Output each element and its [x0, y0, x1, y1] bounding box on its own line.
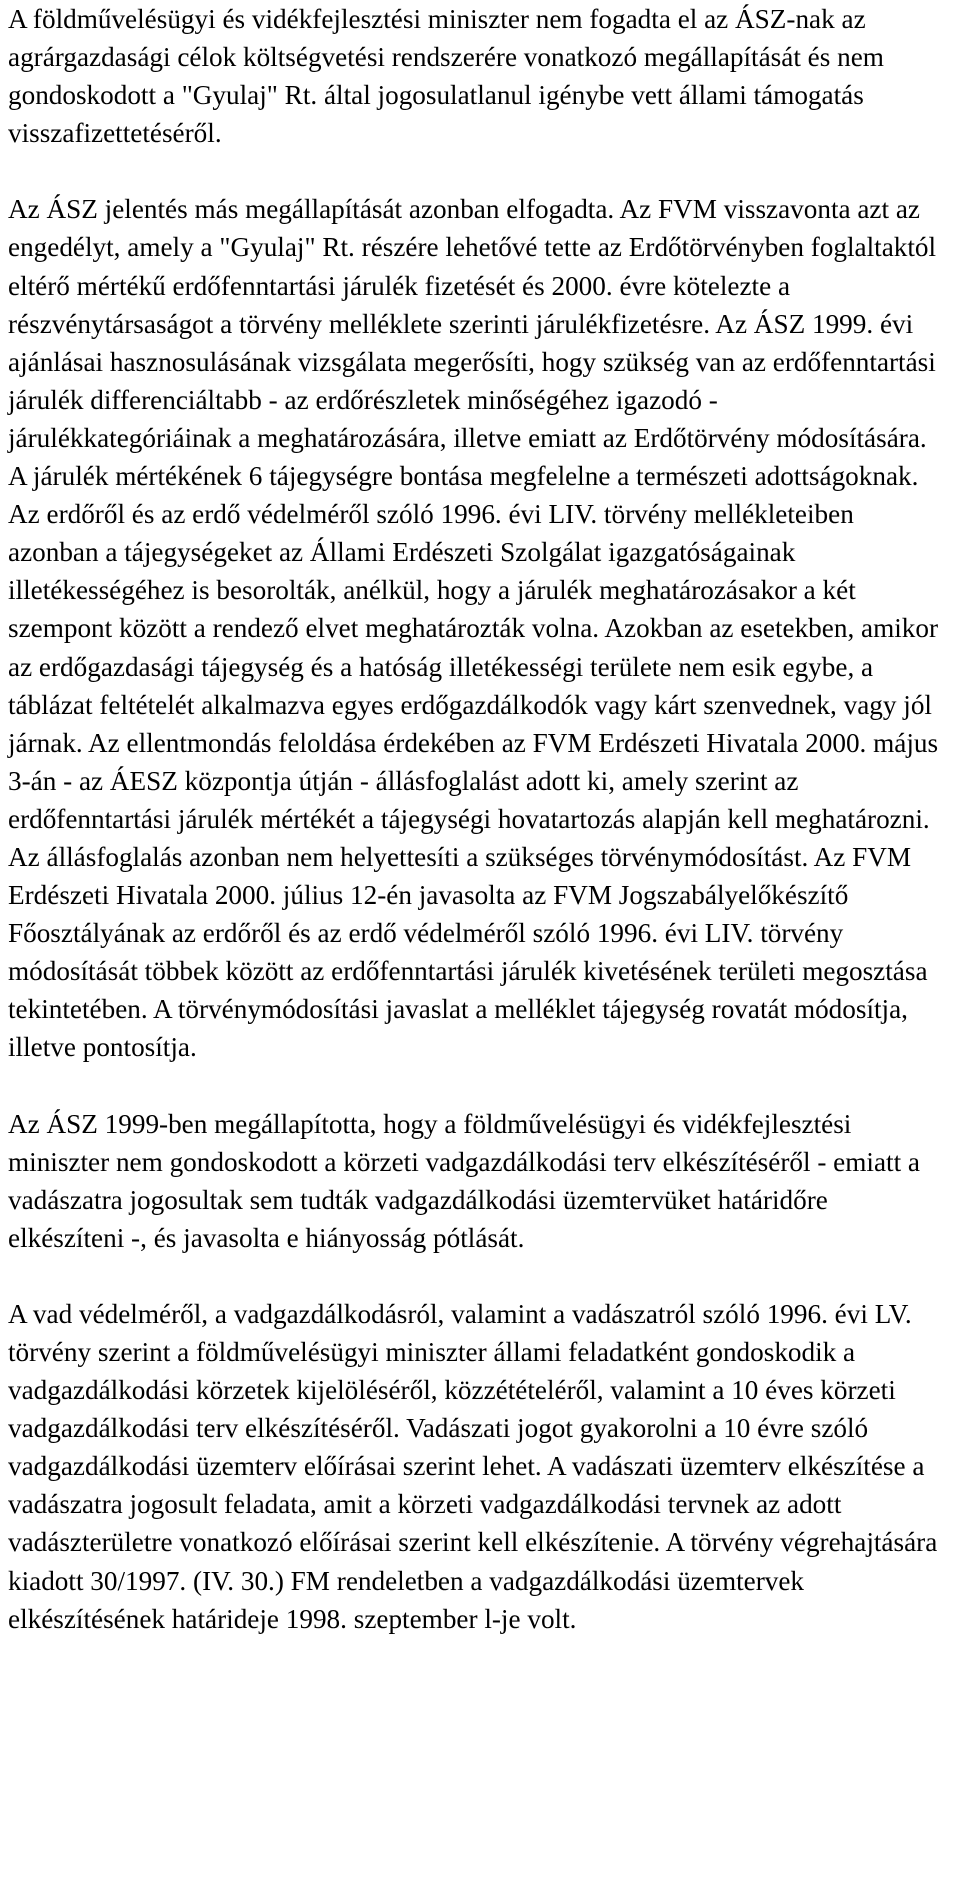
paragraph-ministry-decision: A földművelésügyi és vidékfejlesztési miniszter nem fogadta el az ÁSZ-nak az agrárgazdasági célok költségvetési rendszerére vonatkozó megállapítását és nem gondoskodott a "Gyulaj" Rt. által jogosulatlanul igénybe vett állami támogatás visszafizettetéséről.	[8, 4, 884, 149]
paragraph-game-law: A vad védelméről, a vadgazdálkodásról, valamint a vadászatról szóló 1996. évi LV. törvény szerint a földművelésügyi miniszter állami feladatként gondoskodik a vadgazdálkodási körzetek kijelöléséről, közzétételéről, valamint a 10 éves körzeti vadgazdálkodási terv elkészítéséről. Vadászati jogot gyakorolni a 10 évre szóló vadgazdálkodási üzemterv előírásai szerint lehet. A vadászati üzemterv elkészítése a vadászatra jogosult feladata, amit a körzeti vadgazdálkodási tervnek az adott vadászterületre vonatkozó előírásai szerint kell elkészítenie. A törvény végrehajtására kiadott 30/1997. (IV. 30.) FM rendeletben a vadgazdálkodási üzemtervek elkészítésének határideje 1998. szeptember l-je volt.	[8, 1298, 938, 1634]
paragraph-game-management-plan: Az ÁSZ 1999-ben megállapította, hogy a földművelésügyi és vidékfejlesztési miniszter nem gondoskodott a körzeti vadgazdálkodási terv elkészítéséről - emiatt a vadászatra jogosultak sem tudták vadgazdálkodási üzemtervüket határidőre elkészíteni -, és javasolta e hiányosság pótlását.	[8, 1108, 920, 1253]
paragraph-fvm-forestry: Az ÁSZ jelentés más megállapítását azonban elfogadta. Az FVM visszavonta azt az engedélyt, amely a "Gyulaj" Rt. részére lehetővé tette az Erdőtörvényben foglaltaktól eltérő mértékű erdőfenntartási járulék fizetését és 2000. évre kötelezte a részvénytársaságot a törvény melléklete szerinti járulékfizetésre. Az ÁSZ 1999. évi ajánlásai hasznosulásának vizsgálata megerősíti, hogy szükség van az erdőfenntartási járulék differenciáltabb - az erdőrészletek minőségéhez igazodó - járulékkategóriáinak a meghatározására, illetve emiatt az Erdőtörvény módosítására. A járulék mértékének 6 tájegységre bontása megfelelne a természeti adottságoknak. Az erdőről és az erdő védelméről szóló 1996. évi LIV. törvény mellékleteiben azonban a tájegységeket az Állami Erdészeti Szolgálat igazgatóságainak illetékességéhez is besorolták, anélkül, hogy a járulék meghatározásakor a két szempont között a rendező elvet meghatározták volna. Azokban az esetekben, amikor az erdőgazdasági tájegység és a hatóság illetékességi területe nem esik egybe, a táblázat feltételét alkalmazva egyes erdőgazdálkodók vagy kárt szenvednek, vagy jól járnak. Az ellentmondás feloldása érdekében az FVM Erdészeti Hivatala 2000. május 3-án - az ÁESZ központja útján - állásfoglalást adott ki, amely szerint az erdőfenntartási járulék mértékét a tájegységi hovatartozás alapján kell meghatározni. Az állásfoglalás azonban nem helyettesíti a szükséges törvénymódosítást. Az FVM Erdészeti Hivatala 2000. július 12-én javasolta az FVM Jogszabályelőkészítő Főosztályának az erdőről és az erdő védelméről szóló 1996. évi LIV. törvény módosítását többek között az erdőfenntartási járulék kivetésének területi megosztása tekintetében. A törvénymódosítási javaslat a melléklet tájegység rovatát módosítja, illetve pontosítja.	[8, 194, 939, 1063]
